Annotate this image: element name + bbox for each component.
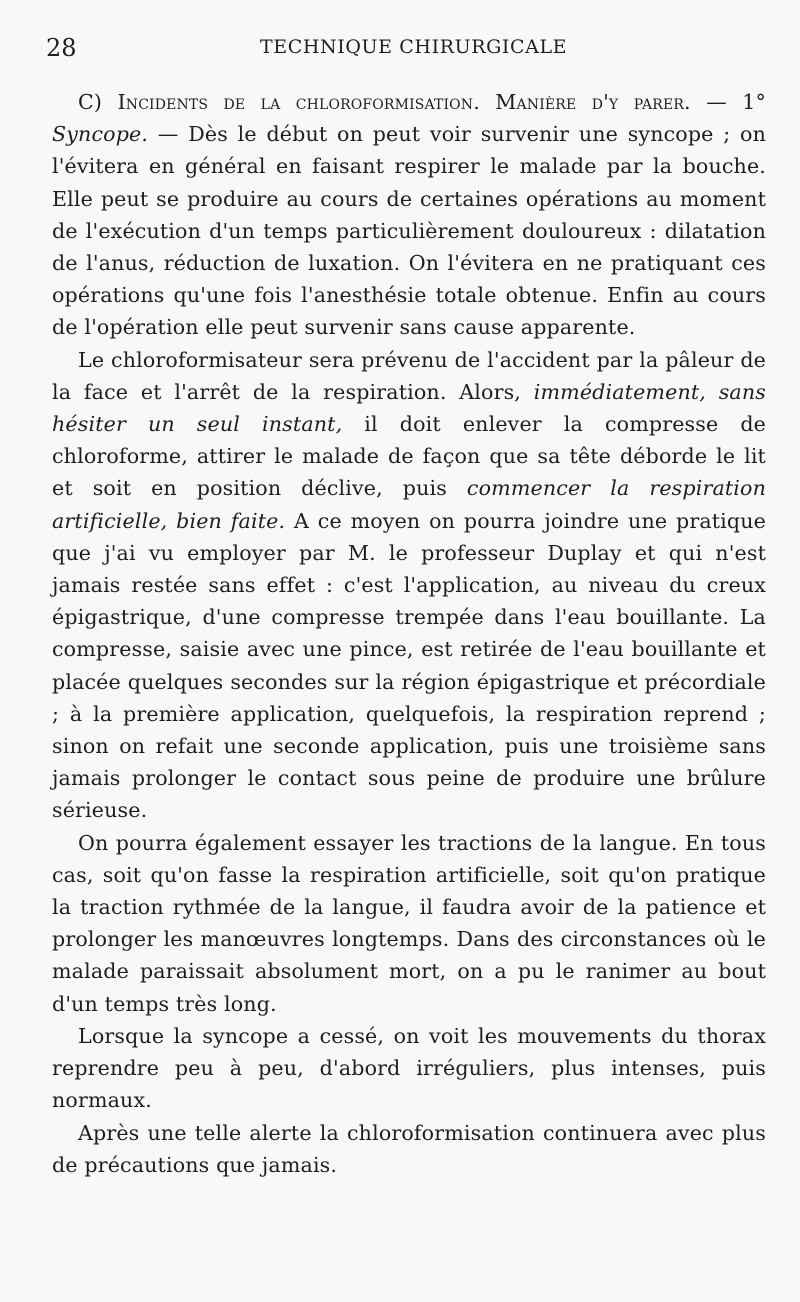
- paragraph-2: [52, 344, 766, 827]
- paragraph-5: Après une telle alerte la chloroformisation continuera avec plus de précautions que jamais.: [52, 1120, 766, 1177]
- paragraph-4: Lorsque la syncope a cessé, on voit les mouvements du thorax reprendre peu à peu, d'abord irréguliers, plus intenses, puis normaux.: [52, 1023, 766, 1113]
- title-dash: —: [148, 122, 189, 147]
- item-number: 1°: [742, 90, 766, 114]
- section-letter: C): [78, 90, 103, 114]
- running-head: [46, 34, 766, 64]
- paragraph-2-part-c: A ce moyen on pourra joindre une pratique que j'ai vu employer par M. le professeur Duplay et qui n'est jamais restée sans effet : c'est l'application, au niveau du creux épigastrique, d'une compresse trempée dans l'eau bouillante. La compresse, saisie avec une pince, est retirée de l'eau bouillante et placée quelques secondes sur la région épigastrique et précordiale ; à la première application, quelquefois, la respiration reprend ; sinon on refait une seconde application, puis une troisième sans jamais prolonger le contact sous peine de produire une brûlure sérieuse.: [52, 508, 767, 823]
- page-number: 28: [46, 34, 77, 62]
- section-c-paragraph: [52, 86, 766, 344]
- paragraph-3: On pourra également essayer les tractions de la langue. En tous cas, soit qu'on fasse la respiration artificielle, soit qu'on pratique la traction rythmée de la langue, il faudra avoir de la patience et prolonger les manœuvres longtemps. Dans des circonstances où le malade paraissait absolument mort, on a pu le ranimer au bout d'un temps très long.: [52, 830, 766, 1016]
- body-text: [52, 86, 766, 1181]
- paragraph-2-part-a: Le chloroformisateur sera prévenu de l'accident par la pâleur de la face et l'arrêt de la respiration. Alors,: [52, 347, 766, 404]
- heading-dash: —: [690, 90, 743, 114]
- paragraph-1-text: Dès le début on peut voir survenir une syncope ; on l'évitera en général en faisant respirer le malade par la bouche. Elle peut se produire au cours de certaines opérations au moment de l'exécution d'un temps particulièrement douloureux : dilatation de l'anus, réduction de luxation. On l'évitera en ne pratiquant ces opérations qu'une fois l'anesthésie totale obtenue. Enfin au cours de l'opération elle peut survenir sans cause apparente.: [52, 122, 766, 340]
- paragraph-2-emphasis-a: immédiatement, sans hésiter un seul instant,: [52, 379, 766, 437]
- paragraph-2-part-b: il doit enlever la compresse de chloroforme, attirer le malade de façon que sa tête déborde le lit et soit en position déclive, puis: [52, 412, 766, 501]
- book-page: [46, 0, 767, 1302]
- paragraph-2-emphasis-b: commencer la respiration artificielle, bien faite.: [52, 476, 766, 533]
- running-title: TECHNIQUE CHIRURGICALE: [260, 36, 568, 58]
- item-title: Syncope.: [52, 122, 149, 147]
- section-heading: Incidents de la chloroformisation. Manière d'y parer.: [117, 90, 691, 114]
